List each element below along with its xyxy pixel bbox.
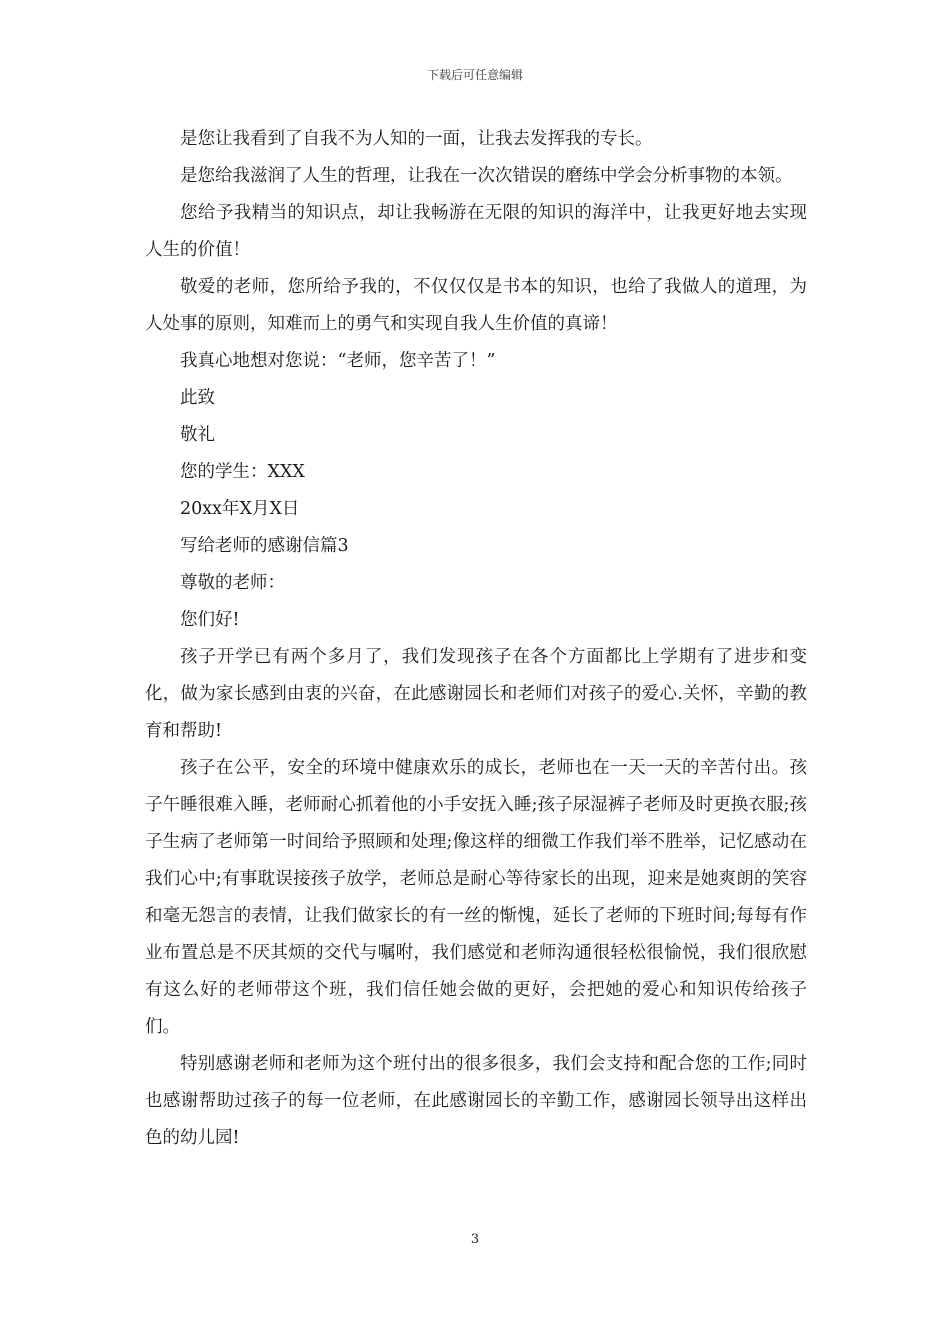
page-header-note: 下载后可任意编辑: [426, 68, 523, 82]
document-body: [145, 121, 807, 1157]
date-line: 20xx年X月X日: [180, 499, 300, 519]
closing-line: 此致: [180, 388, 215, 408]
paragraph: 是您让我看到了自我不为人知的一面，让我去发挥我的专长。: [180, 129, 653, 149]
paragraph: 特别感谢老师和老师为这个班付出的很多很多，我们会支持和配合您的工作;同时也感谢帮助过孩子的每一位老师，在此感谢园长的辛勤工作，感谢园长领导出这样出色的幼儿园!: [145, 1054, 807, 1148]
closing-line: 敬礼: [180, 425, 215, 445]
paragraph: 敬爱的老师，您所给予我的，不仅仅仅是书本的知识，也给了我做人的道理，为人处事的原则，知难而上的勇气和实现自我人生价值的真谛！: [145, 277, 807, 334]
paragraph: 孩子开学已有两个多月了，我们发现孩子在各个方面都比上学期有了进步和变化，做为家长感到由衷的兴奋，在此感谢园长和老师们对孩子的爱心.关怀，辛勤的教育和帮助!: [145, 647, 807, 741]
signature-line: 您的学生：XXX: [180, 462, 305, 482]
paragraph: 我真心地想对您说：“老师，您辛苦了！”: [180, 351, 496, 371]
paragraph: 是您给我滋润了人生的哲理，让我在一次次错误的磨练中学会分析事物的本领。: [180, 166, 793, 186]
greeting: 您们好!: [180, 610, 240, 630]
section-title: 写给老师的感谢信篇3: [180, 536, 349, 556]
salutation: 尊敬的老师：: [180, 573, 285, 593]
paragraph: 孩子在公平，安全的环境中健康欢乐的成长，老师也在一天一天的辛苦付出。孩子午睡很难入睡，老师耐心抓着他的小手安抚入睡;孩子尿湿裤子老师及时更换衣服;孩子生病了老师第一时间给予照顾和处理;像这样的细微工作我们举不胜举，记忆感动在我们心中;有事耽误接孩子放学，老师总是耐心等待家长的出现，迎来是她爽朗的笑容和毫无怨言的表情，让我们做家长的有一丝的惭愧，延长了老师的下班时间;每每有作业布置总是不厌其烦的交代与嘱咐，我们感觉和老师沟通很轻松很愉悦，我们很欣慰有这么好的老师带这个班，我们信任她会做的更好，会把她的爱心和知识传给孩子们。: [145, 758, 807, 1037]
paragraph: 您给予我精当的知识点，却让我畅游在无限的知识的海洋中，让我更好地去实现人生的价值！: [145, 203, 807, 260]
page-number: 3: [470, 1232, 480, 1247]
